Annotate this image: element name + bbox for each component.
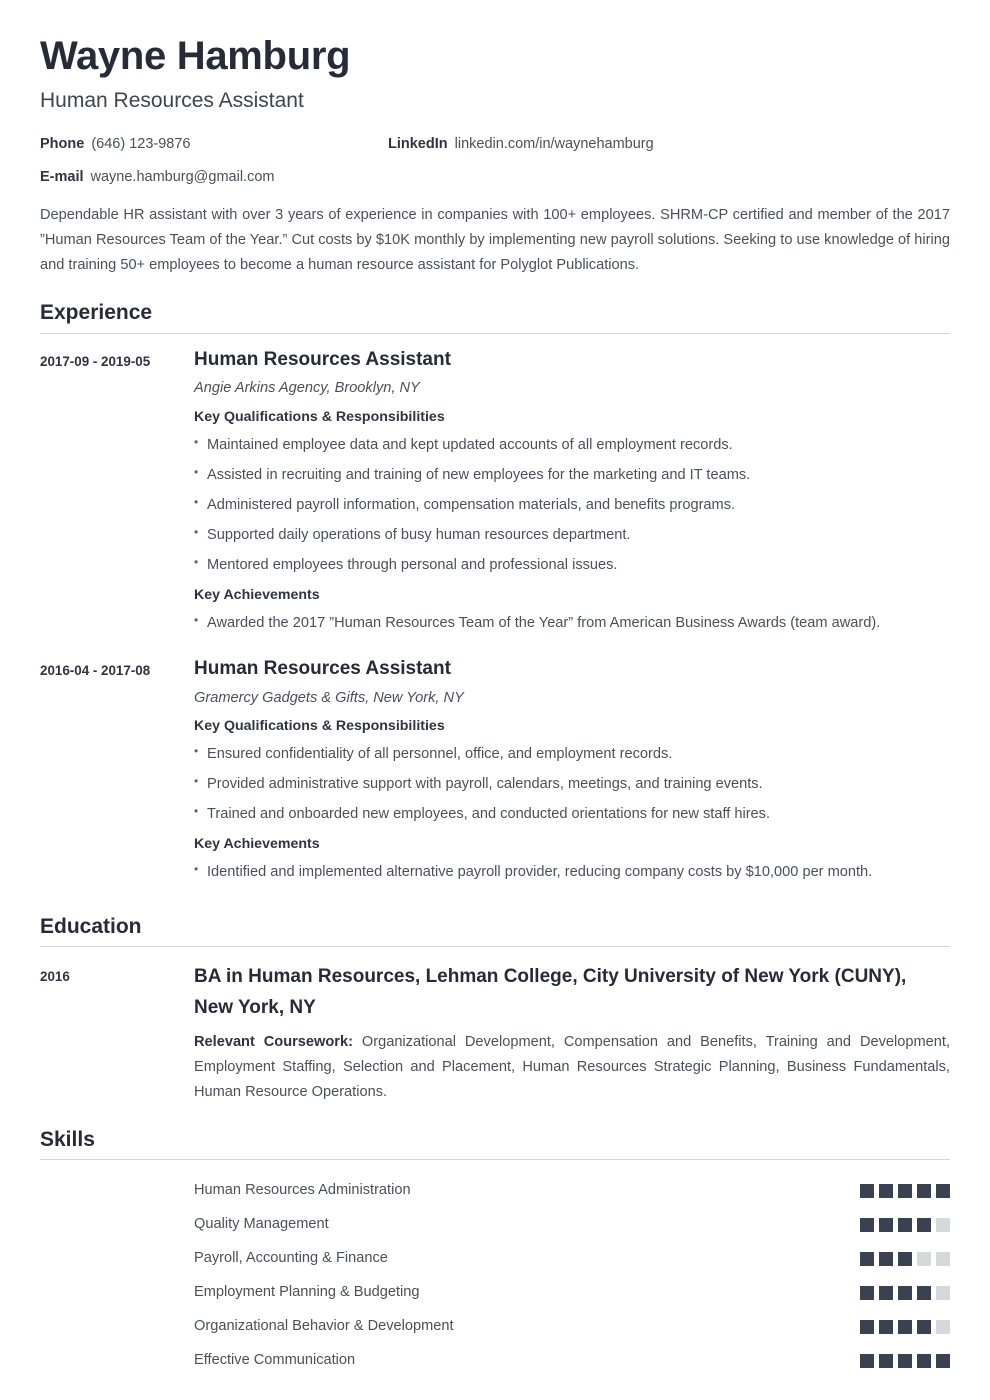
qualifications-label: Key Qualifications & Responsibilities (194, 408, 445, 425)
list-item: • Provided administrative support with payroll, calendars, meetings, and training events. (194, 774, 950, 795)
contact-linkedin-value[interactable]: linkedin.com/in/waynehamburg (454, 136, 654, 153)
section-divider (40, 946, 950, 947)
section-divider (40, 333, 950, 334)
achievements-block (194, 587, 950, 634)
experience-body (194, 348, 950, 643)
skill-level-square-filled (879, 1184, 893, 1198)
skill-row (40, 1276, 950, 1310)
skill-row (40, 1344, 950, 1378)
skill-name: Effective Communication (194, 1352, 356, 1369)
skill-level-square-filled (860, 1184, 874, 1198)
skill-level-square-filled (917, 1354, 931, 1368)
skill-level-square-filled (860, 1320, 874, 1334)
skill-level-square-filled (898, 1252, 912, 1266)
achievements-list (194, 613, 950, 634)
skill-level-square-filled (879, 1218, 893, 1232)
contact-email[interactable] (40, 170, 388, 186)
experience-date: 2016-04 - 2017-08 (40, 662, 151, 678)
skill-level-square-filled (936, 1354, 950, 1368)
skill-level-square-empty (936, 1320, 950, 1334)
list-item: • Awarded the 2017 ”Human Resources Team of the Year” from American Business Awards (team award). (194, 613, 950, 634)
skill-level-square-filled (860, 1286, 874, 1300)
skill-level-square-filled (917, 1184, 931, 1198)
skill-level-square-filled (898, 1184, 912, 1198)
experience-date: 2017-09 - 2019-05 (40, 353, 151, 369)
experience-heading: Experience (40, 301, 153, 325)
skill-row (40, 1208, 950, 1242)
experience-job-title: Human Resources Assistant (194, 657, 451, 679)
skill-level-square-empty (917, 1252, 931, 1266)
skill-row (40, 1174, 950, 1208)
skill-name: Human Resources Administration (194, 1182, 411, 1199)
list-item: • Identified and implemented alternative payroll provider, reducing company costs by $10,000 per month. (194, 862, 950, 883)
experience-body (194, 657, 950, 892)
skill-level-meter (860, 1354, 950, 1368)
experience-section (40, 300, 950, 891)
skill-level-square-filled (860, 1218, 874, 1232)
qualifications-label: Key Qualifications & Responsibilities (194, 718, 445, 735)
experience-organization: Angie Arkins Agency, Brooklyn, NY (194, 380, 420, 397)
coursework-label: Relevant Coursework: (194, 1033, 353, 1050)
skill-level-square-filled (879, 1252, 893, 1266)
skill-name: Payroll, Accounting & Finance (194, 1250, 388, 1267)
skill-level-square-filled (917, 1286, 931, 1300)
achievements-label: Key Achievements (194, 586, 320, 603)
qualifications-list (194, 744, 950, 825)
contact-email-label: E-mail (40, 169, 84, 186)
skill-level-square-filled (898, 1218, 912, 1232)
contact-row (40, 137, 950, 153)
skill-level-meter (860, 1184, 950, 1198)
skill-level-square-filled (917, 1320, 931, 1334)
skill-level-meter (860, 1320, 950, 1334)
education-coursework (194, 1030, 950, 1105)
education-body (194, 961, 950, 1105)
education-entry (40, 961, 950, 1105)
education-date: 2016 (40, 968, 70, 984)
candidate-name: Wayne Hamburg (40, 34, 351, 78)
contact-email-value[interactable]: wayne.hamburg@gmail.com (90, 169, 275, 186)
contact-linkedin[interactable] (388, 137, 654, 153)
skill-level-square-filled (860, 1252, 874, 1266)
contact-phone-value: (646) 123-9876 (91, 136, 191, 153)
experience-organization: Gramercy Gadgets & Gifts, New York, NY (194, 689, 464, 706)
resume-header (40, 34, 950, 278)
skill-level-square-empty (936, 1286, 950, 1300)
skill-level-square-filled (917, 1218, 931, 1232)
skill-level-square-filled (898, 1354, 912, 1368)
list-item: • Maintained employee data and kept updated accounts of all employment records. (194, 435, 950, 456)
achievements-list (194, 862, 950, 883)
achievements-label: Key Achievements (194, 835, 320, 852)
contact-linkedin-label: LinkedIn (388, 136, 448, 153)
skill-level-square-filled (879, 1354, 893, 1368)
experience-entry (40, 348, 950, 643)
education-heading: Education (40, 914, 142, 938)
skill-level-square-filled (860, 1354, 874, 1368)
skill-name: Quality Management (194, 1216, 329, 1233)
list-item: • Supported daily operations of busy human resources department. (194, 525, 950, 546)
section-divider (40, 1159, 950, 1160)
qualifications-list (194, 435, 950, 577)
list-item: • Administered payroll information, compensation materials, and benefits programs. (194, 495, 950, 516)
skill-row (40, 1242, 950, 1276)
skill-level-square-filled (898, 1286, 912, 1300)
skill-name: Organizational Behavior & Development (194, 1318, 454, 1335)
list-item: • Ensured confidentiality of all personnel, office, and employment records. (194, 744, 950, 765)
skill-name: Employment Planning & Budgeting (194, 1284, 420, 1301)
skill-level-square-filled (898, 1320, 912, 1334)
contact-row (40, 170, 950, 186)
skill-level-square-filled (879, 1286, 893, 1300)
skill-level-meter (860, 1286, 950, 1300)
list-item: • Assisted in recruiting and training of new employees for the marketing and IT teams. (194, 465, 950, 486)
list-item: • Mentored employees through personal and professional issues. (194, 555, 950, 576)
contact-phone (40, 137, 388, 153)
skills-section (40, 1127, 950, 1378)
list-item: • Trained and onboarded new employees, and conducted orientations for new staff hires. (194, 804, 950, 825)
skill-level-square-filled (936, 1184, 950, 1198)
experience-job-title: Human Resources Assistant (194, 348, 451, 370)
skill-level-square-empty (936, 1252, 950, 1266)
education-degree: BA in Human Resources, Lehman College, City University of New York (CUNY), New York, NY (194, 965, 907, 1019)
skill-level-meter (860, 1218, 950, 1232)
education-section (40, 914, 950, 1105)
coursework-value: Organizational Development, Compensation and Benefits, Training and Development, Employment Staffing, Selection and Placement, Human Resources Strategic Planning, Business Fundamentals, Human Resource Operations. (194, 1033, 950, 1100)
contact-phone-label: Phone (40, 136, 85, 153)
skill-level-square-filled (879, 1320, 893, 1334)
candidate-job-title: Human Resources Assistant (40, 89, 304, 112)
professional-summary: Dependable HR assistant with over 3 years of experience in companies with 100+ employees. SHRM-CP certified and member of the 2017 ”Human Resources Team of the Year.” Cut costs by $10K monthly by implementing new payroll solutions. Seeking to use knowledge of hiring and training 50+ employees to become a human resource assistant for Polyglot Publications. (40, 207, 950, 274)
skill-row (40, 1310, 950, 1344)
skill-level-square-empty (936, 1218, 950, 1232)
skill-level-meter (860, 1252, 950, 1266)
skills-heading: Skills (40, 1127, 95, 1151)
skills-list (40, 1174, 950, 1378)
contact-info (40, 137, 950, 186)
experience-entry (40, 657, 950, 892)
achievements-block (194, 836, 950, 883)
